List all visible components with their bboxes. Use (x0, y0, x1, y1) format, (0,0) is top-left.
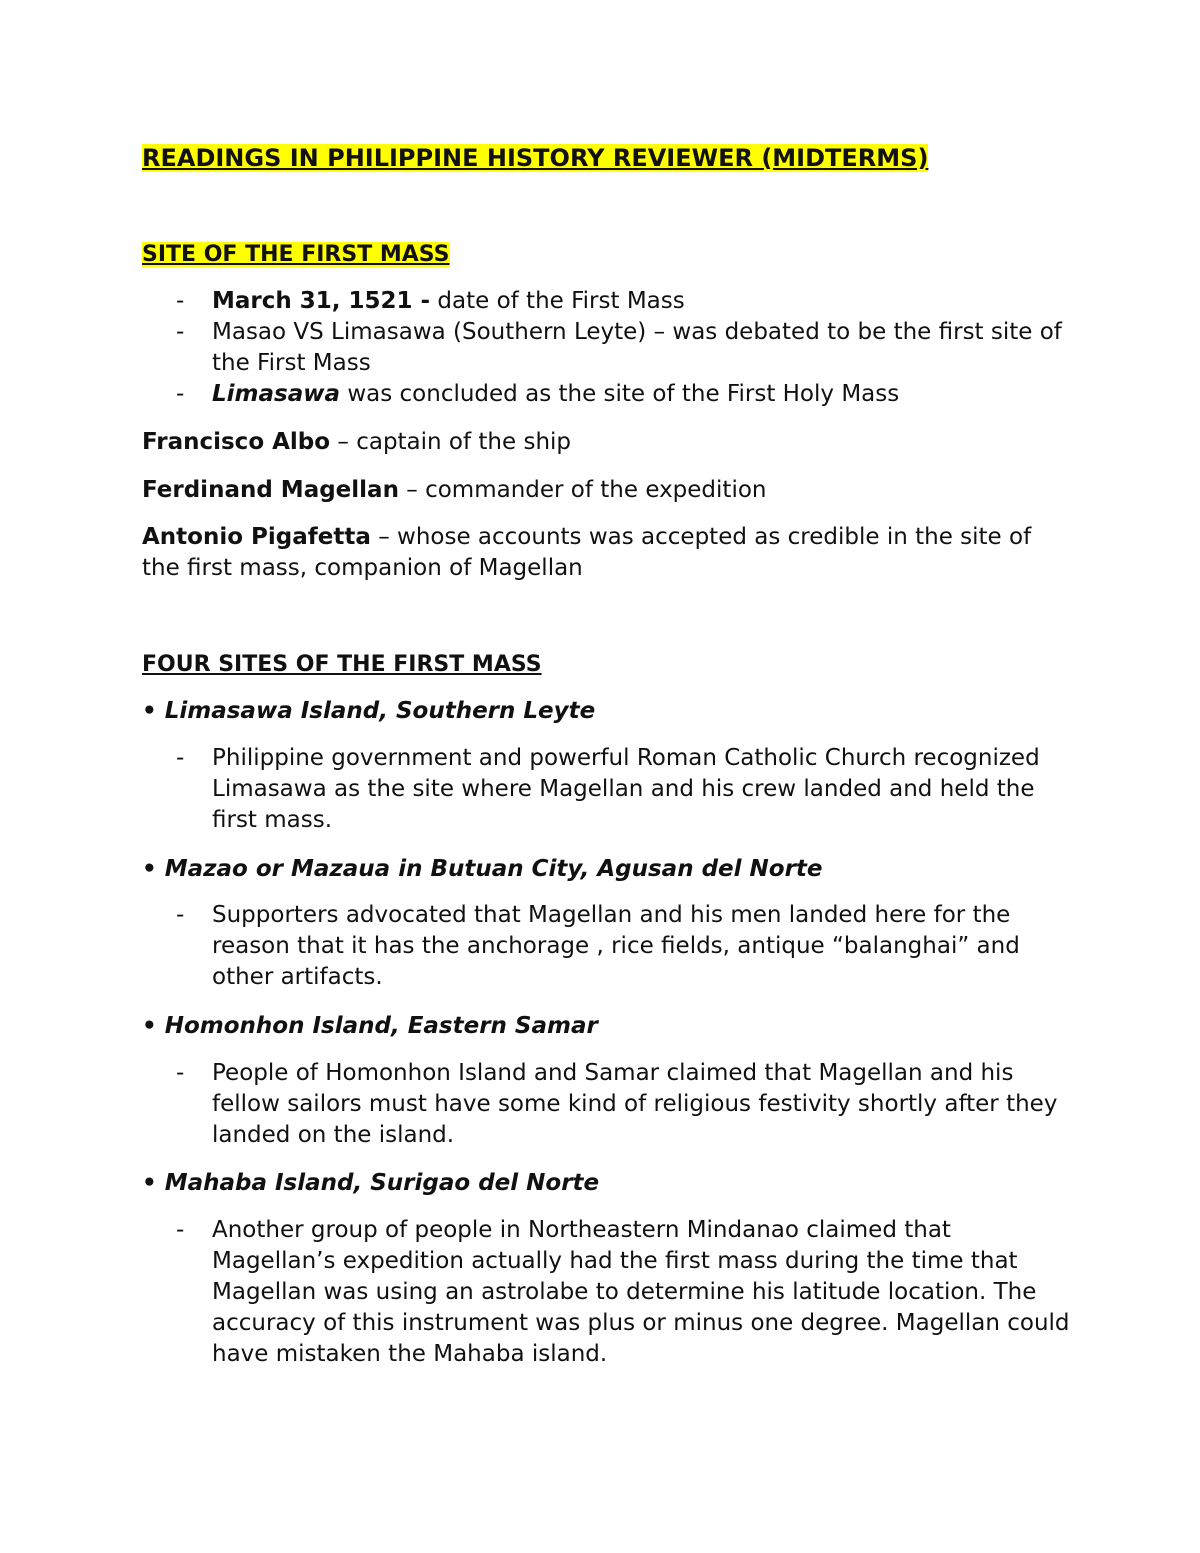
section-heading-four-sites: FOUR SITES OF THE FIRST MASS (142, 652, 542, 677)
person-name: Antonio Pigafetta (142, 524, 371, 550)
person-description: – whose accounts was accepted as credible in the site of the first mass, companion of Magellan (142, 524, 1032, 581)
site-heading: • Limasawa Island, Southern Leyte (142, 698, 596, 724)
site-heading: • Mazao or Mazaua in Butuan City, Agusan del Norte (142, 856, 823, 882)
list-item-bold-italic: Limasawa (212, 381, 341, 407)
site-description: Philippine government and powerful Roman Catholic Church recognized Limasawa as the site where Magellan and his crew landed and held the first mass. (212, 745, 1040, 833)
list-item-bold: March 31, 1521 - (212, 288, 431, 314)
site-description: People of Homonhon Island and Samar claimed that Magellan and his fellow sailors must have some kind of religious festivity shortly after they landed on the island. (212, 1060, 1058, 1148)
dash-bullet: - (176, 319, 185, 345)
dash-bullet: - (176, 1060, 185, 1086)
site-description-list (142, 743, 1072, 836)
person-entry (142, 427, 1072, 458)
list-item-text: was concluded as the site of the First Holy Mass (340, 381, 900, 407)
dash-bullet: - (176, 1217, 185, 1243)
dash-bullet: - (176, 288, 185, 314)
list-item (142, 743, 1072, 836)
list-item (142, 1215, 1072, 1370)
first-mass-facts-list (142, 286, 1072, 410)
site-description: Supporters advocated that Magellan and his men landed here for the reason that it has the anchorage , rice fields, antique “balanghai” and other artifacts. (212, 902, 1020, 990)
site-heading: • Mahaba Island, Surigao del Norte (142, 1170, 600, 1196)
section-heading-text: SITE OF THE FIRST MASS (142, 242, 450, 267)
list-item (142, 317, 1072, 379)
list-item (142, 1058, 1072, 1151)
document-title-text: READINGS IN PHILIPPINE HISTORY REVIEWER (MIDTERMS) (142, 144, 929, 172)
site-description-list (142, 1215, 1072, 1370)
person-name: Francisco Albo (142, 429, 331, 455)
dash-bullet: - (176, 381, 185, 407)
person-description: – captain of the ship (330, 429, 572, 455)
dash-bullet: - (176, 745, 185, 771)
person-entry (142, 475, 1072, 506)
person-description: – commander of the expedition (398, 477, 767, 503)
site-description-list (142, 1058, 1072, 1151)
person-entry (142, 522, 1072, 584)
site-description-list (142, 900, 1072, 993)
site-heading: • Homonhon Island, Eastern Samar (142, 1013, 598, 1039)
list-item-text: date of the First Mass (430, 288, 685, 314)
person-name: Ferdinand Magellan (142, 477, 399, 503)
document-title (142, 140, 928, 176)
site-description: Another group of people in Northeastern Mindanao claimed that Magellan’s expedition actually had the first mass during the time that Magellan was using an astrolabe to determine his latitude location. The accuracy of this instrument was plus or minus one degree. Magellan could have mistaken the Mahaba island. (212, 1217, 1070, 1367)
list-item-text: Masao VS Limasawa (Southern Leyte) – was debated to be the first site of the First Mass (212, 319, 1062, 376)
dash-bullet: - (176, 902, 185, 928)
list-item (142, 379, 1072, 410)
list-item (142, 286, 1072, 317)
list-item (142, 900, 1072, 993)
section-heading-site-first-mass (142, 238, 450, 271)
